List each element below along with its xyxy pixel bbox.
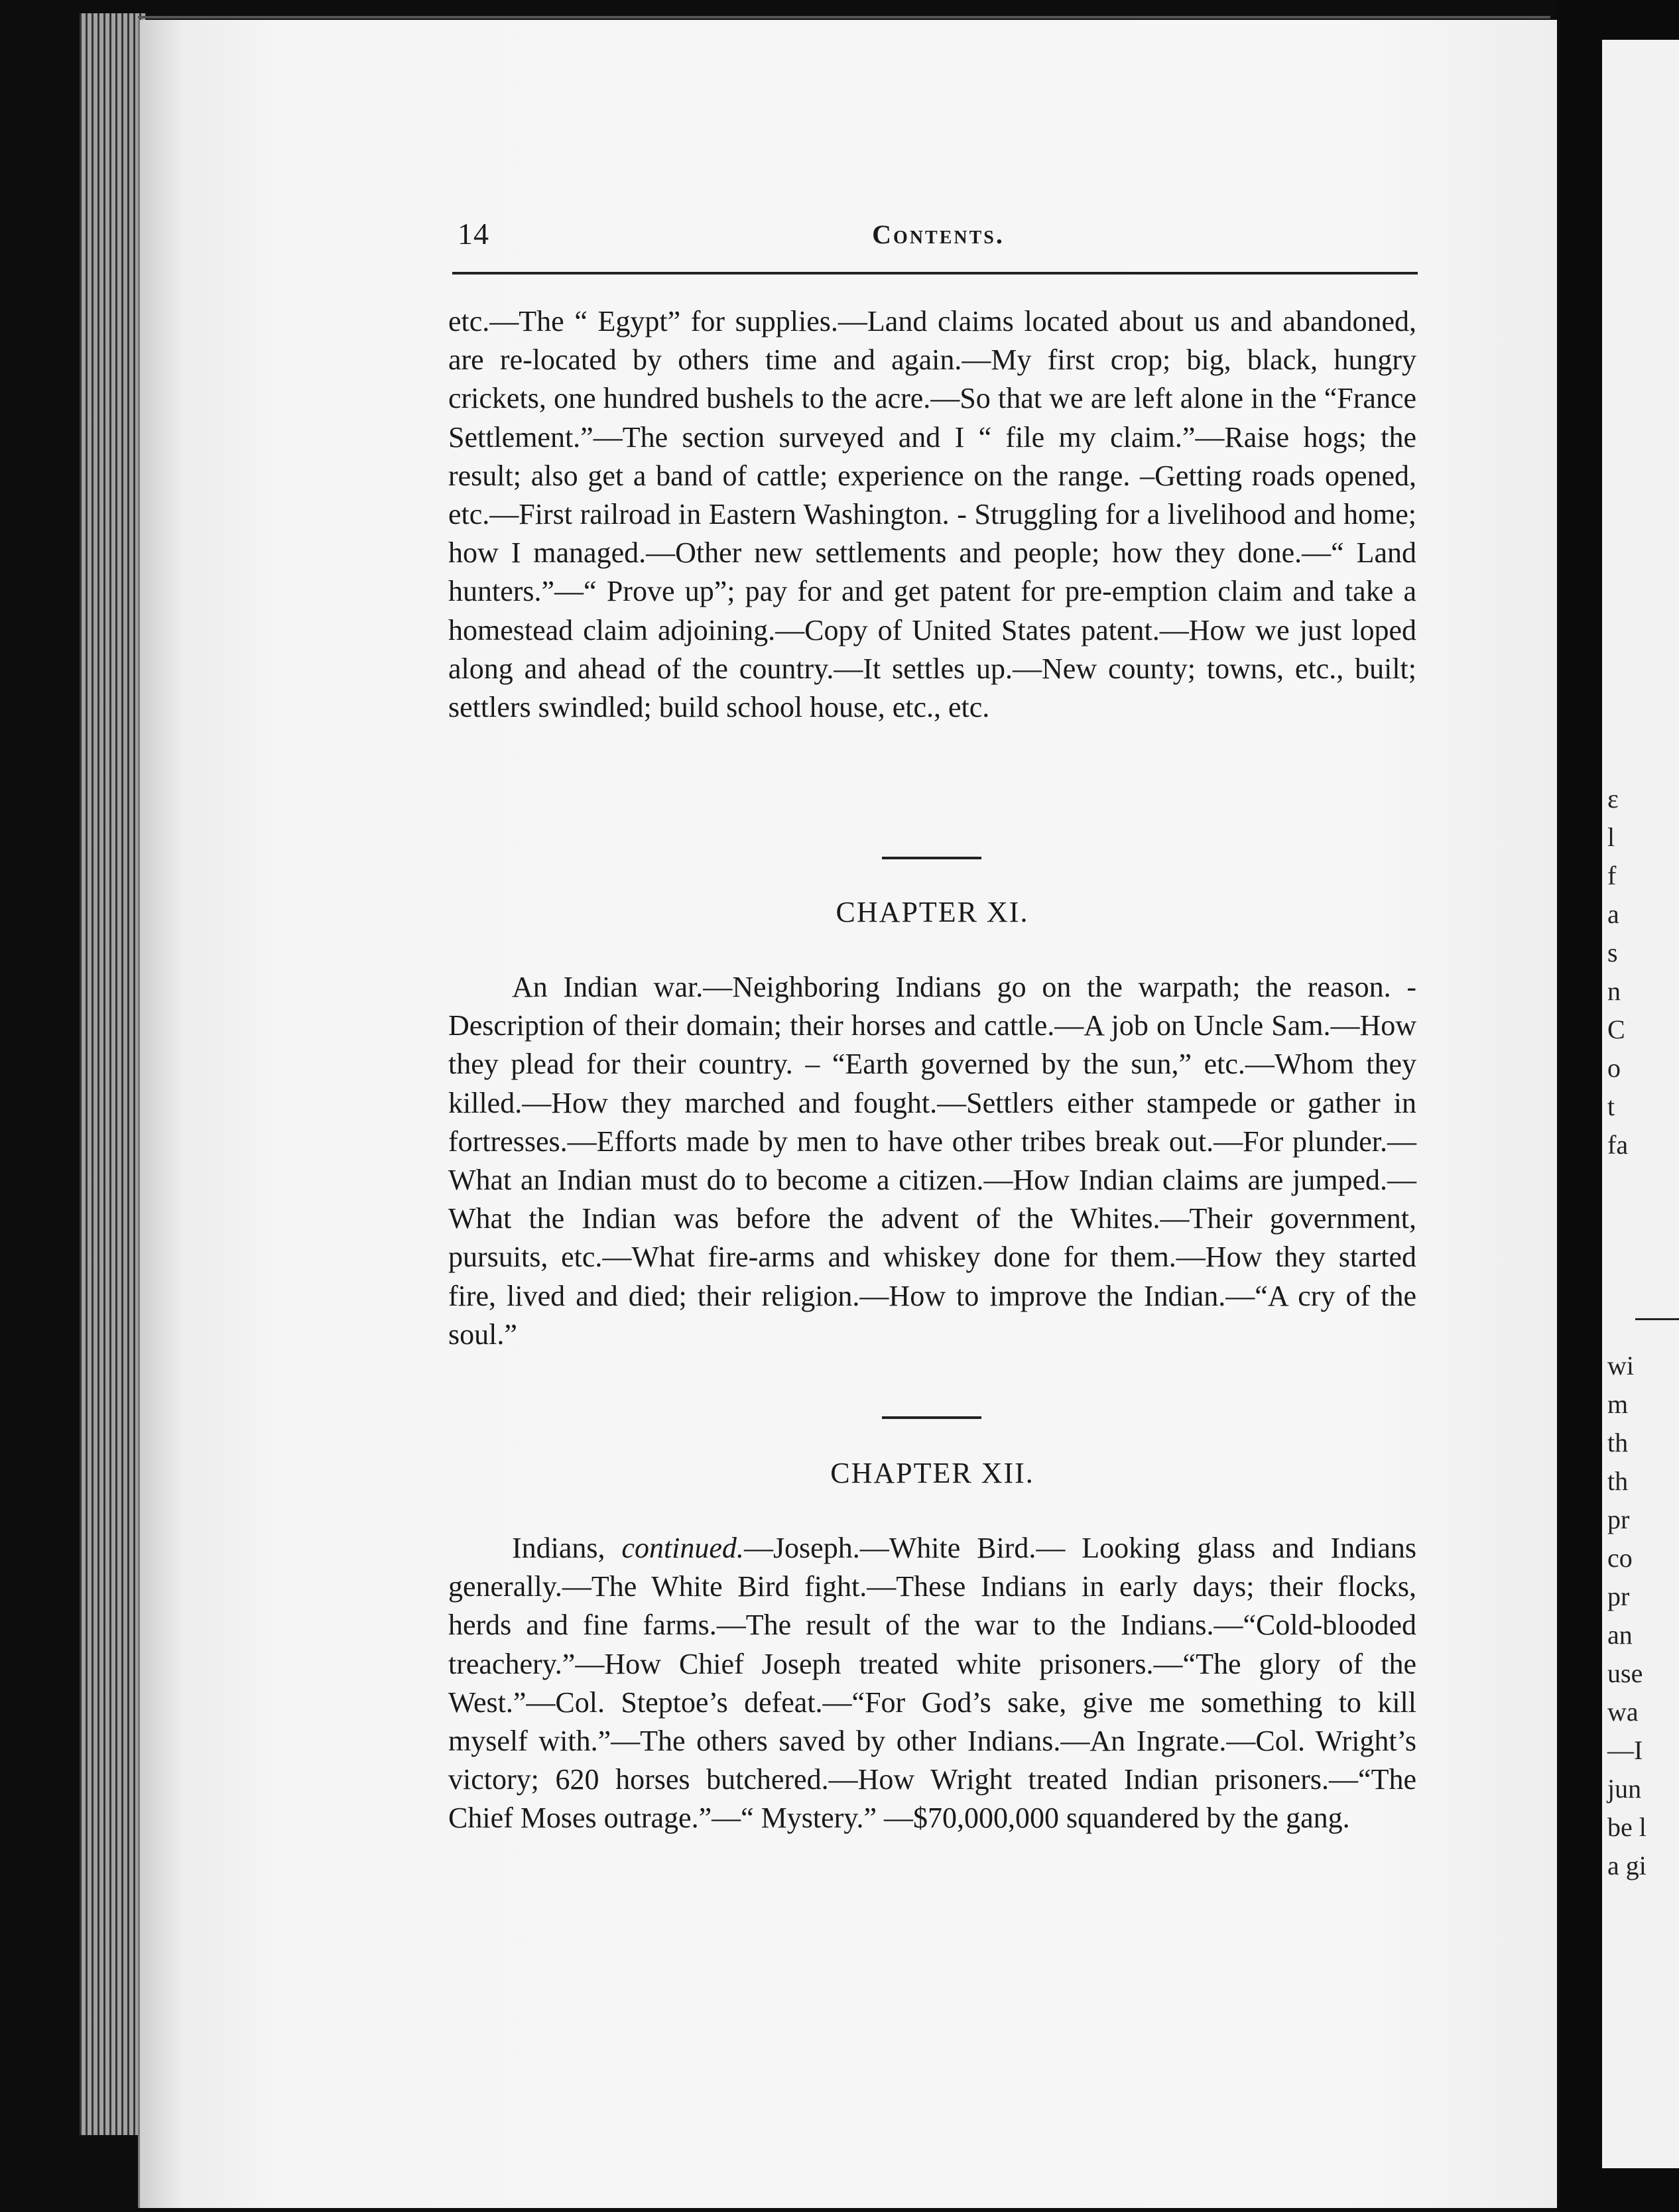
chapter-xii-summary bbox=[448, 1500, 1416, 1867]
facing-text: a bbox=[1607, 899, 1619, 929]
text-lead: Indians, bbox=[512, 1532, 622, 1564]
facing-text: s bbox=[1607, 938, 1618, 967]
facing-text: th bbox=[1607, 1466, 1629, 1496]
facing-text: pr bbox=[1607, 1505, 1630, 1534]
chapter-xii-heading: CHAPTER XII. bbox=[830, 1457, 1034, 1489]
paragraph-text: etc.—The “ Egypt” for supplies.—Land claims located about us and abandoned, are re-located by others time and again.—My first crop; big, black, hungry crickets, one hundred bushels to the acre.—So that we are left alone in the “France Settlement.”—The section surveyed and I “ file my claim.”—Raise hogs; the result; also get a band of cattle; experience on the range. –Getting roads opened, etc.—First railroad in Eastern Washington. - Struggling for a livelihood and home; how I managed.—Other new settlements and people; how they done.—“ Land hunters.”—“ Prove up”; pay for and get patent for pre-emption claim and take a homestead claim adjoining.—Copy of United States patent.—How we just loped along and ahead of the country.—It settles up.—New county; towns, etc., built; settlers swindled; build school house, etc., etc. bbox=[448, 305, 1416, 724]
facing-text: a gi bbox=[1607, 1851, 1647, 1880]
page-header bbox=[451, 216, 1426, 263]
facing-text: an bbox=[1607, 1620, 1633, 1650]
facing-text: jun bbox=[1607, 1774, 1642, 1804]
facing-text: n bbox=[1607, 976, 1621, 1006]
facing-text: o bbox=[1607, 1053, 1621, 1083]
facing-text: m bbox=[1607, 1389, 1629, 1419]
facing-rule bbox=[1635, 1318, 1679, 1320]
paragraph-text: An Indian war.—Neighboring Indians go on the warpath; the reason. - Description of their domain; their horses and cattle.—A job on Uncle Sam.—How they plead for their country. – “Earth governed by the sun,” etc.—Whom they killed.—How they marched and fought.—Settlers either stampede or gather in fortresses.—Efforts made by men to have other tribes break out.—For plunder.—What an Indian must do to become a citizen.—How Indian claims are jumped.—What the Indian was before the advent of the Whites.—Their government, pursuits, etc.—What fire-arms and whiskey done for them.—How they started fire, lived and died; their religion.—How to improve the Indian.—“A cry of the soul.” bbox=[448, 971, 1416, 1351]
text-rest: —Joseph.—White Bird.— Looking glass and Indians generally.—The White Bird fight.—These Indians in early days; their flocks, herds and fine farms.—The result of the war to the Indians.—“Cold-blooded treachery.”—How Chief Joseph treated white prisoners.—“The glory of the West.”—Col. Steptoe’s defeat.—“For God’s sake, give me something to kill myself with.”—The others saved by other Indians.—An Ingrate.—Col. Wright’s victory; 620 horses butchered.—How Wright treated Indian prisoners.—“The Chief Moses outrage.”—“ Mystery.” —$70,000,000 squandered by the gang. bbox=[448, 1532, 1417, 1835]
facing-text: use bbox=[1607, 1658, 1643, 1688]
italic-continued: continued. bbox=[621, 1532, 744, 1564]
facing-text: pr bbox=[1607, 1581, 1630, 1611]
facing-text: fa bbox=[1607, 1130, 1629, 1160]
facing-text: be l bbox=[1607, 1812, 1647, 1842]
section-divider bbox=[882, 1416, 981, 1419]
facing-text: ε bbox=[1607, 784, 1619, 814]
section-divider bbox=[882, 857, 981, 859]
page-stack-edges bbox=[80, 13, 146, 2135]
facing-text: wa bbox=[1607, 1697, 1639, 1727]
facing-text: co bbox=[1607, 1543, 1633, 1573]
page-top-edge bbox=[138, 16, 1550, 19]
chapter-xi-summary bbox=[448, 939, 1416, 1383]
page-number: 14 bbox=[458, 217, 489, 251]
chapter-xi-heading: CHAPTER XI. bbox=[836, 896, 1029, 928]
facing-page-fragment bbox=[1602, 40, 1679, 2168]
facing-text: C bbox=[1607, 1014, 1625, 1044]
facing-text: th bbox=[1607, 1428, 1629, 1457]
header-rule bbox=[452, 272, 1418, 275]
facing-text: l bbox=[1607, 822, 1615, 852]
facing-text: wi bbox=[1607, 1351, 1634, 1381]
paragraph-text bbox=[448, 1529, 1416, 1838]
running-title: Contents. bbox=[872, 219, 1005, 249]
facing-text: t bbox=[1607, 1091, 1615, 1121]
facing-text: f bbox=[1607, 861, 1617, 891]
contents-paragraph-continued bbox=[448, 302, 1416, 727]
facing-text: —I bbox=[1607, 1735, 1643, 1765]
